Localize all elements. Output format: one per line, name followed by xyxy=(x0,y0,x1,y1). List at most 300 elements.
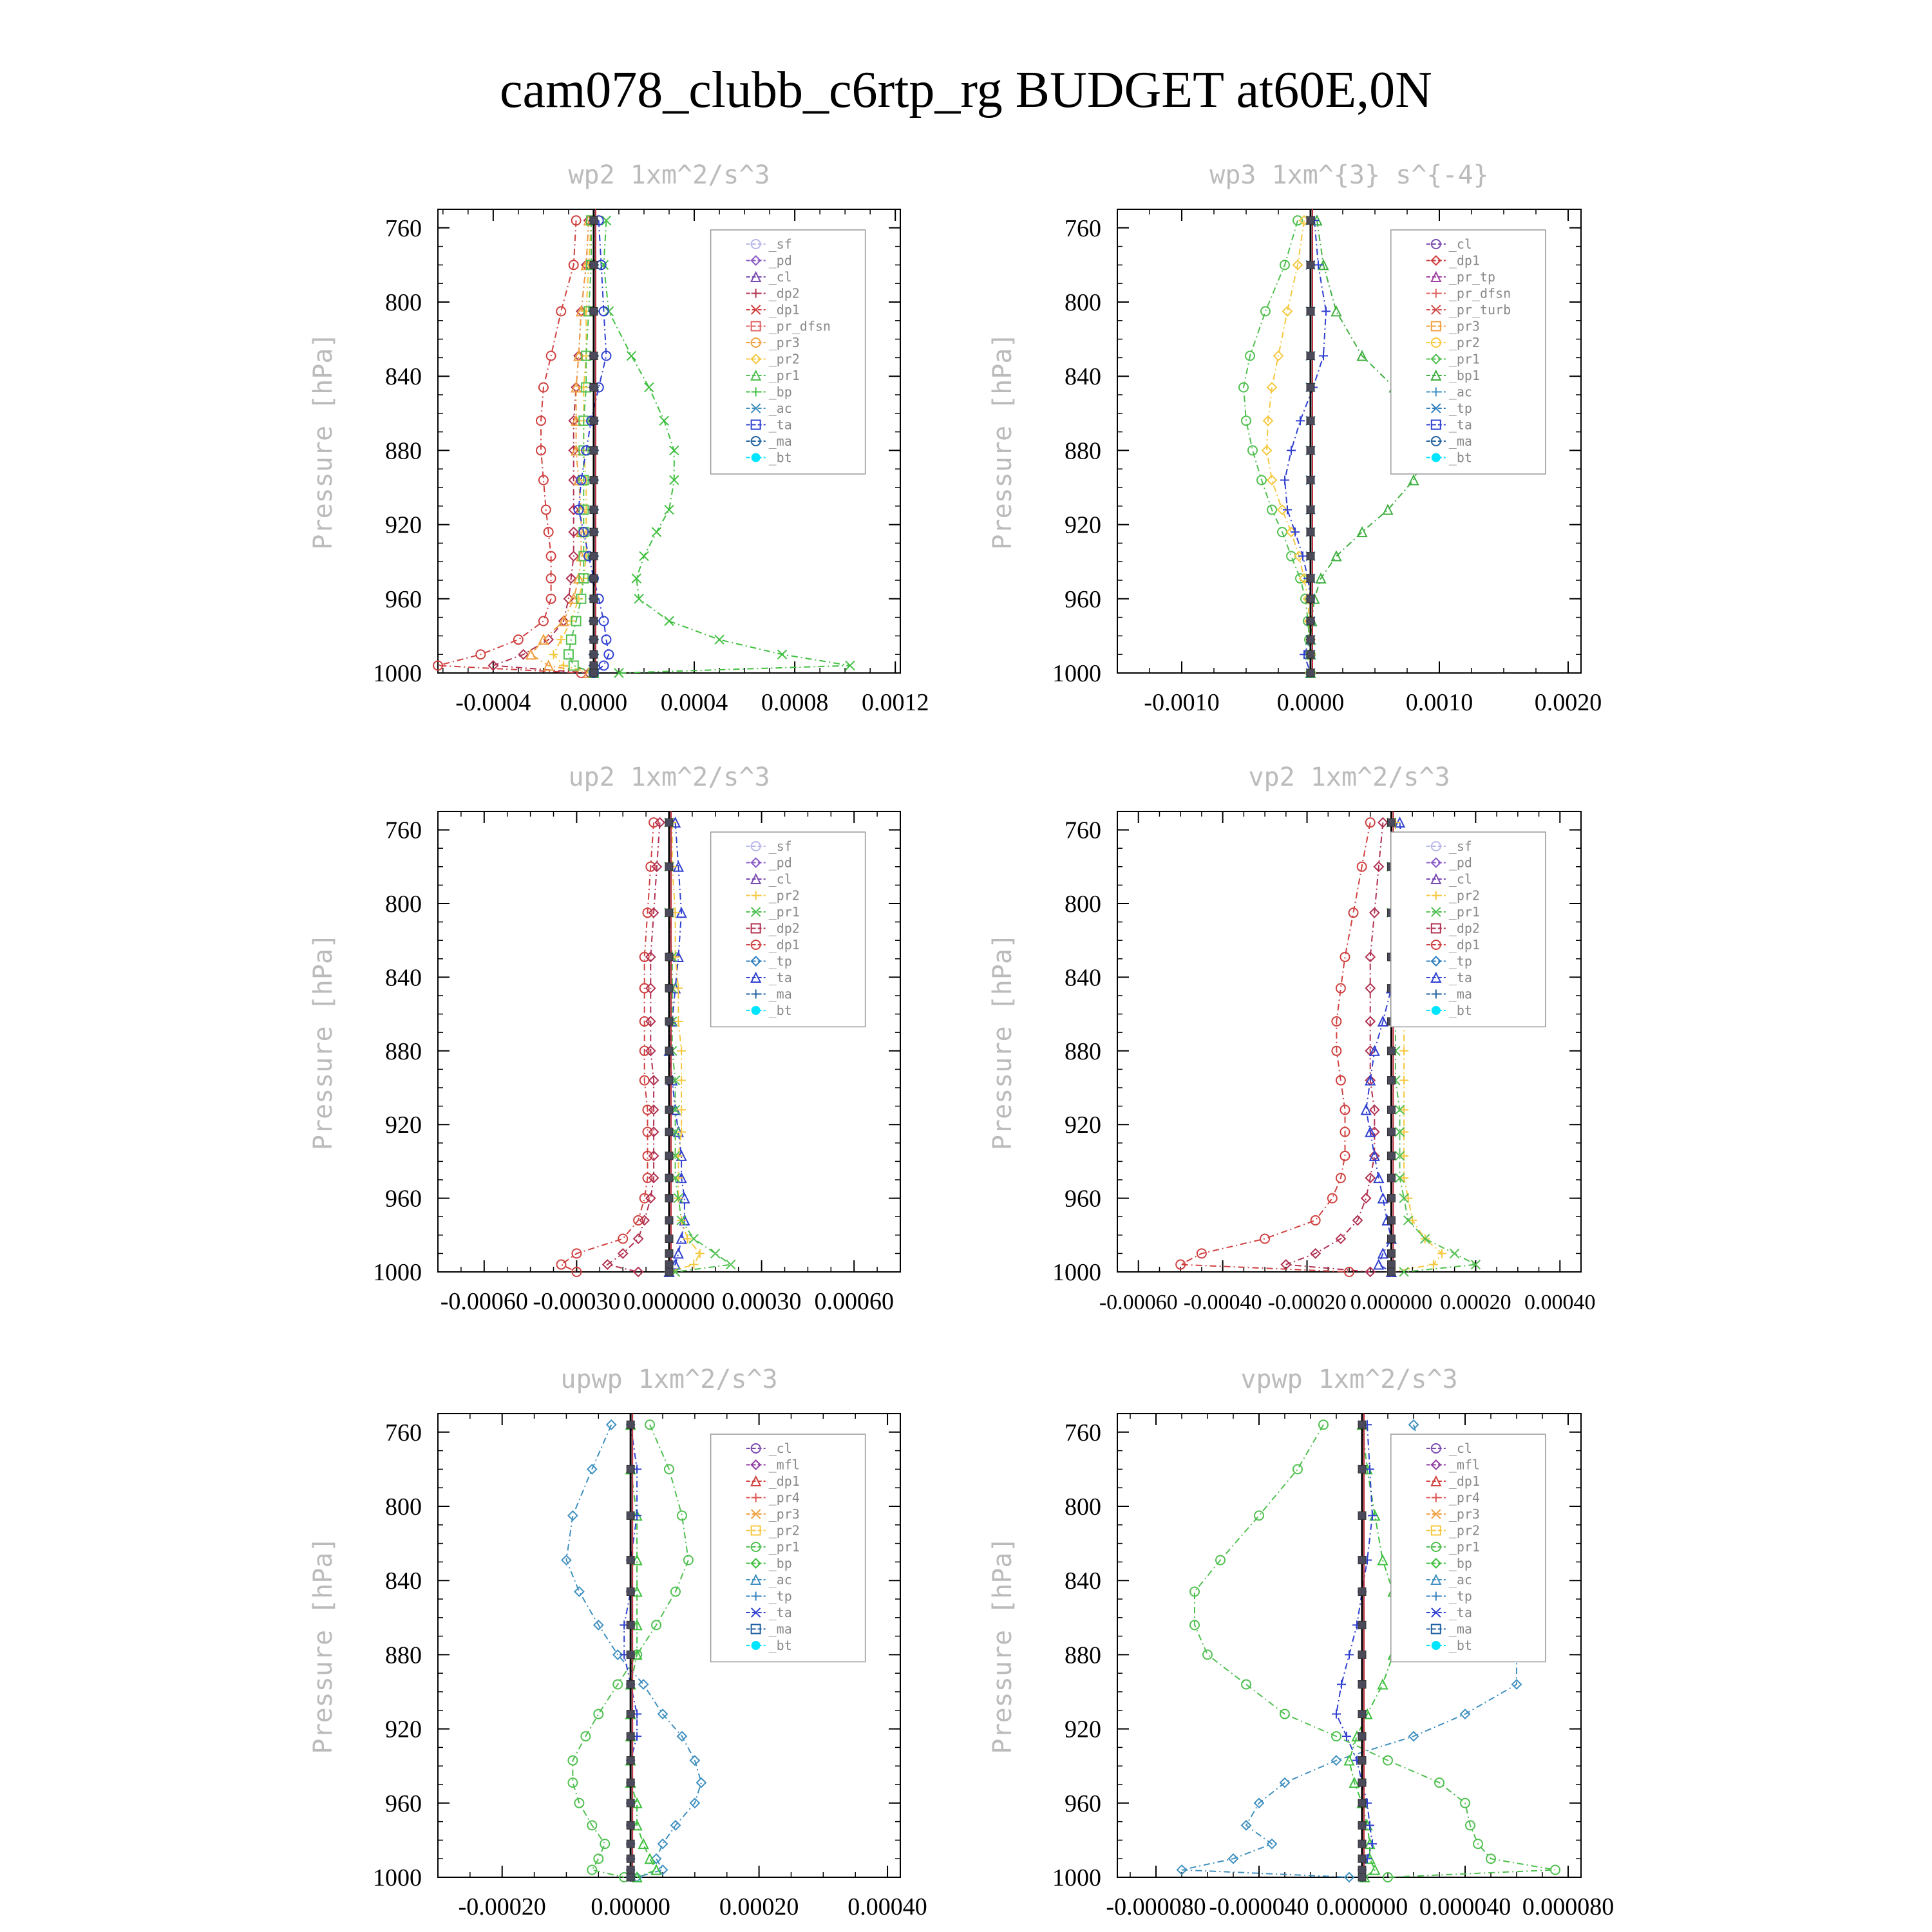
zero-marker xyxy=(1387,1152,1395,1160)
legend-label: _ta xyxy=(768,1605,792,1620)
y-tick-label: 920 xyxy=(385,511,422,539)
zero-marker xyxy=(1307,417,1314,424)
legend-label: _bt xyxy=(768,1003,792,1018)
zero-marker xyxy=(627,1866,634,1873)
legend-label: _ma xyxy=(1448,986,1472,1002)
zero-marker xyxy=(590,476,598,484)
data-point xyxy=(539,616,548,625)
legend-label: _pr_dfsn xyxy=(768,318,831,334)
zero-marker xyxy=(627,1710,634,1718)
data-point xyxy=(1429,1260,1438,1269)
zero-marker xyxy=(627,1421,634,1428)
zero-marker xyxy=(627,1557,634,1564)
legend-label: _dp1 xyxy=(1448,937,1480,952)
legend-label: _mfl xyxy=(768,1457,800,1473)
x-tick-label: -0.00060 xyxy=(1099,1291,1178,1314)
y-axis-label: Pressure [hPa] xyxy=(308,933,338,1151)
zero-marker xyxy=(1387,1249,1395,1257)
zero-marker xyxy=(1387,1174,1395,1182)
y-tick-label: 920 xyxy=(1065,1716,1101,1743)
zero-marker xyxy=(590,661,598,669)
zero-marker xyxy=(1358,1866,1366,1873)
data-point xyxy=(1409,475,1418,484)
data-point xyxy=(618,1235,627,1244)
legend-label: _tp xyxy=(1448,1588,1472,1604)
zero-marker xyxy=(665,1235,673,1243)
data-point xyxy=(652,1865,661,1874)
series-line xyxy=(1336,1425,1372,1877)
legend-label: _dp1 xyxy=(1448,252,1480,269)
data-point xyxy=(1319,352,1328,361)
data-point xyxy=(1328,1194,1337,1203)
x-tick-label: -0.00020 xyxy=(458,1893,546,1920)
data-point xyxy=(1255,1511,1264,1520)
legend-label: _ac xyxy=(768,1572,792,1587)
legend-label: _pd xyxy=(768,252,792,269)
zero-marker xyxy=(1358,1779,1366,1786)
legend-label: _sf xyxy=(768,236,792,252)
zero-marker xyxy=(665,1106,673,1113)
series-_dp2 xyxy=(603,818,664,1276)
data-point xyxy=(514,635,523,644)
data-point xyxy=(1378,1680,1387,1689)
zero-marker xyxy=(627,1587,634,1595)
data-point xyxy=(1345,1650,1354,1659)
legend-label: _dp1 xyxy=(768,937,800,952)
legend-label: _bt xyxy=(1448,450,1472,466)
data-point xyxy=(639,1839,648,1848)
legend-marker xyxy=(752,453,761,462)
data-point xyxy=(670,446,679,455)
data-point xyxy=(1319,1420,1328,1429)
legend-label: _dp1 xyxy=(768,1473,800,1489)
data-point xyxy=(1260,1235,1269,1244)
zero-marker xyxy=(627,1799,634,1807)
y-tick-label: 880 xyxy=(385,437,422,465)
data-point xyxy=(1203,1650,1212,1659)
zero-marker xyxy=(1307,669,1314,677)
zero-marker xyxy=(1358,1680,1366,1688)
data-point xyxy=(556,635,565,644)
y-tick-label: 840 xyxy=(385,1567,422,1595)
data-point xyxy=(1293,1464,1302,1473)
data-point xyxy=(594,1710,603,1719)
x-tick-label: 0.0000 xyxy=(1276,689,1345,716)
zero-marker xyxy=(590,595,598,603)
figure-title: cam078_clubb_c6rtp_rg BUDGET at60E,0N xyxy=(500,62,1432,118)
data-point xyxy=(1340,1151,1349,1160)
panel-title: vpwp 1xm^2/s^3 xyxy=(1240,1365,1458,1394)
legend-label: _bt xyxy=(768,1638,792,1653)
legend-label: _pr1 xyxy=(1448,904,1480,920)
panel-title: up2 1xm^2/s^3 xyxy=(568,762,770,792)
data-point xyxy=(1311,1216,1320,1225)
panel-upwp xyxy=(308,1365,927,1920)
legend-label: _ac xyxy=(1448,1572,1472,1587)
data-point xyxy=(645,1420,654,1429)
data-point xyxy=(652,527,661,536)
legend-label: _pr4 xyxy=(1448,1490,1480,1506)
data-point xyxy=(1337,1680,1346,1689)
legend-label: _ta xyxy=(1448,970,1472,985)
zero-marker xyxy=(1358,1757,1366,1765)
zero-marker xyxy=(665,1047,673,1055)
data-point xyxy=(1248,446,1257,455)
data-point xyxy=(1408,1216,1417,1225)
zero-marker xyxy=(1307,636,1314,643)
zero-marker xyxy=(1387,1077,1395,1084)
zero-marker xyxy=(590,669,598,677)
y-tick-label: 880 xyxy=(385,1642,422,1669)
zero-marker xyxy=(1307,574,1314,582)
zero-marker xyxy=(627,1465,634,1473)
legend-label: _ta xyxy=(1448,417,1472,433)
data-point xyxy=(639,552,649,561)
zero-marker xyxy=(665,1268,673,1276)
zero-marker xyxy=(1358,1621,1366,1629)
y-tick-label: 960 xyxy=(385,1185,422,1213)
y-tick-label: 960 xyxy=(1065,1185,1101,1213)
y-tick-label: 800 xyxy=(385,1493,422,1520)
y-tick-label: 920 xyxy=(385,1112,422,1139)
data-point xyxy=(1296,416,1305,425)
zero-marker xyxy=(1358,1651,1366,1658)
legend-label: _pr3 xyxy=(768,1506,800,1522)
y-tick-label: 840 xyxy=(1065,1567,1101,1595)
data-point xyxy=(1378,1556,1387,1565)
panel-vp2 xyxy=(988,762,1596,1314)
zero-marker xyxy=(627,1779,634,1786)
y-tick-label: 920 xyxy=(385,1716,422,1743)
legend-label: _ta xyxy=(768,417,792,433)
legend-label: _cl xyxy=(1448,1441,1472,1456)
zero-marker xyxy=(665,1217,673,1224)
zero-marker xyxy=(590,417,598,424)
legend-label: _pr_tp xyxy=(1448,269,1496,285)
zero-marker xyxy=(665,863,673,871)
legend-label: _ac xyxy=(1448,384,1472,400)
y-axis-label: Pressure [hPa] xyxy=(988,933,1018,1151)
legend-label: _pr_turb xyxy=(1448,302,1511,317)
panel-wp2 xyxy=(308,160,929,716)
series-line xyxy=(1267,220,1311,673)
zero-marker xyxy=(665,1018,673,1025)
zero-marker xyxy=(1387,1128,1395,1136)
data-point xyxy=(600,1839,609,1848)
series-line xyxy=(438,220,581,673)
zero-marker xyxy=(1387,1268,1395,1276)
legend-label: _tp xyxy=(768,953,792,969)
x-tick-label: 0.000000 xyxy=(623,1288,715,1315)
y-axis-label: Pressure [hPa] xyxy=(308,1537,338,1754)
y-tick-label: 760 xyxy=(385,817,422,844)
legend-label: _bt xyxy=(768,450,792,466)
legend-label: _cl xyxy=(768,269,792,285)
y-tick-label: 1000 xyxy=(1052,660,1101,687)
data-point xyxy=(778,650,787,659)
x-tick-label: 0.00060 xyxy=(814,1288,894,1315)
zero-marker xyxy=(665,1261,673,1269)
legend-label: _ac xyxy=(768,401,792,416)
data-point xyxy=(1361,1194,1370,1203)
legend-label: _dp2 xyxy=(768,920,800,936)
zero-marker xyxy=(665,1077,673,1084)
legend-label: _bp1 xyxy=(1448,368,1480,383)
series-_dp1 xyxy=(433,216,585,677)
legend-label: _pr_dfsn xyxy=(1448,285,1511,301)
y-tick-label: 1000 xyxy=(373,660,422,687)
data-point xyxy=(1399,1128,1408,1137)
y-tick-label: 1000 xyxy=(1052,1259,1101,1286)
zero-marker xyxy=(1358,1465,1366,1473)
data-point xyxy=(1399,1151,1408,1160)
legend-marker xyxy=(1432,453,1441,462)
legend-label: _bp xyxy=(768,1555,792,1571)
data-point xyxy=(677,1046,686,1056)
series-_dp1 xyxy=(556,818,658,1276)
legend-label: _pr3 xyxy=(1448,318,1480,334)
y-tick-label: 960 xyxy=(385,1790,422,1817)
legend-label: _cl xyxy=(1448,871,1472,887)
data-point xyxy=(556,307,565,316)
zero-marker xyxy=(590,650,598,658)
data-point xyxy=(1399,1046,1408,1056)
series-line xyxy=(1244,220,1311,673)
zero-marker xyxy=(590,307,598,315)
panel-up2 xyxy=(308,762,900,1315)
zero-marker xyxy=(1358,1587,1366,1595)
legend-label: _pr1 xyxy=(768,904,800,920)
zero-marker xyxy=(1387,819,1395,826)
y-tick-label: 880 xyxy=(1065,437,1101,465)
x-tick-label: 0.00020 xyxy=(1440,1291,1511,1314)
zero-marker xyxy=(665,1195,673,1202)
legend-label: _pr1 xyxy=(1448,351,1480,367)
zero-marker xyxy=(627,1680,634,1688)
x-tick-label: 0.0012 xyxy=(861,689,929,716)
data-point xyxy=(645,1854,654,1863)
y-tick-label: 920 xyxy=(1065,511,1101,539)
zero-marker xyxy=(590,636,598,643)
x-tick-label: -0.00060 xyxy=(440,1288,528,1315)
data-point xyxy=(1280,475,1289,484)
y-tick-label: 800 xyxy=(385,891,422,918)
zero-marker xyxy=(590,574,598,582)
zero-marker xyxy=(1387,1235,1395,1243)
y-tick-label: 960 xyxy=(1065,585,1101,613)
series-line xyxy=(1180,822,1370,1272)
y-tick-label: 840 xyxy=(1065,964,1101,992)
zero-marker xyxy=(1358,1855,1366,1862)
legend-label: _dp2 xyxy=(1448,920,1480,936)
legend-label: _pr3 xyxy=(1448,1506,1480,1522)
legend-label: _dp1 xyxy=(768,302,800,317)
x-tick-label: 0.0004 xyxy=(660,689,728,716)
zero-marker xyxy=(1358,1799,1366,1807)
legend-label: _cl xyxy=(1448,236,1472,252)
x-tick-label: 0.00040 xyxy=(848,1893,927,1920)
zero-marker xyxy=(1307,650,1314,658)
zero-marker xyxy=(1307,261,1314,269)
zero-marker xyxy=(1387,1261,1395,1269)
y-tick-label: 840 xyxy=(385,964,422,992)
zero-marker xyxy=(627,1821,634,1829)
legend-label: _ma xyxy=(768,986,792,1002)
data-point xyxy=(574,594,583,603)
data-point xyxy=(697,1778,706,1787)
data-point xyxy=(600,661,609,670)
legend-label: _pr2 xyxy=(1448,1522,1480,1539)
x-tick-label: -0.00040 xyxy=(1183,1291,1262,1314)
zero-marker xyxy=(1307,528,1314,536)
zero-marker xyxy=(1307,617,1314,625)
series-_ta xyxy=(1280,216,1331,677)
legend-marker xyxy=(752,1641,761,1650)
data-point xyxy=(634,1235,643,1244)
legend-label: _pr2 xyxy=(1448,887,1480,904)
zero-marker xyxy=(627,1621,634,1629)
data-point xyxy=(1404,1194,1413,1203)
x-tick-label: 0.0008 xyxy=(761,689,829,716)
zero-marker xyxy=(1307,383,1314,391)
data-point xyxy=(627,352,636,361)
data-point xyxy=(1321,307,1331,316)
panel-title: wp3 1xm^{3} s^{-4} xyxy=(1209,160,1489,190)
x-tick-label: -0.00030 xyxy=(533,1288,621,1315)
y-tick-label: 840 xyxy=(1065,363,1101,391)
legend-label: _dp2 xyxy=(768,285,800,301)
data-point xyxy=(645,383,654,392)
y-tick-label: 960 xyxy=(385,585,422,613)
zero-marker xyxy=(1307,446,1314,454)
zero-marker xyxy=(1387,1047,1395,1055)
data-point xyxy=(1293,216,1302,225)
y-tick-label: 840 xyxy=(385,363,422,391)
legend-label: _pr2 xyxy=(768,887,800,904)
zero-marker xyxy=(1387,1195,1395,1202)
data-point xyxy=(600,616,609,625)
x-tick-label: 0.0000 xyxy=(560,689,628,716)
zero-marker xyxy=(627,1840,634,1848)
zero-marker xyxy=(590,261,598,269)
zero-marker xyxy=(1307,352,1314,360)
legend-marker xyxy=(1432,1006,1441,1015)
y-axis-label: Pressure [hPa] xyxy=(308,332,338,550)
zero-marker xyxy=(665,909,673,916)
panel-title: vp2 1xm^2/s^3 xyxy=(1248,762,1450,792)
x-tick-label: 0.0020 xyxy=(1534,689,1602,716)
zero-marker xyxy=(1307,216,1314,224)
legend-label: _ma xyxy=(1448,433,1472,449)
zero-marker xyxy=(1358,1557,1366,1564)
zero-marker xyxy=(627,1732,634,1740)
data-point xyxy=(696,1249,705,1258)
legend-label: _cl xyxy=(768,1441,792,1456)
x-tick-label: 0.00000 xyxy=(591,1893,670,1920)
y-axis-label: Pressure [hPa] xyxy=(988,1537,1018,1754)
y-tick-label: 760 xyxy=(1065,1419,1101,1446)
zero-marker xyxy=(1387,1106,1395,1113)
data-point xyxy=(1342,1732,1351,1741)
zero-marker xyxy=(1358,1421,1366,1428)
y-tick-label: 880 xyxy=(1065,1642,1101,1669)
panel-title: wp2 1xm^2/s^3 xyxy=(568,160,770,190)
zero-marker xyxy=(1307,307,1314,315)
legend-label: _ma xyxy=(768,1621,792,1637)
y-tick-label: 1000 xyxy=(373,1259,422,1286)
y-tick-label: 1000 xyxy=(1052,1864,1101,1891)
zero-marker xyxy=(627,1651,634,1658)
zero-marker xyxy=(1358,1840,1366,1848)
zero-marker xyxy=(665,953,673,961)
y-axis-label: Pressure [hPa] xyxy=(988,332,1018,550)
legend-label: _bt xyxy=(1448,1638,1472,1653)
data-point xyxy=(659,416,668,425)
zero-marker xyxy=(590,383,598,391)
zero-marker xyxy=(1358,1821,1366,1829)
x-tick-label: -0.0010 xyxy=(1144,689,1220,716)
zero-marker xyxy=(665,1152,673,1160)
zero-marker xyxy=(590,216,598,224)
y-tick-label: 760 xyxy=(1065,214,1101,242)
y-tick-label: 880 xyxy=(385,1037,422,1065)
y-tick-label: 760 xyxy=(385,214,422,242)
legend-label: _pr1 xyxy=(768,368,800,383)
y-tick-label: 920 xyxy=(1065,1112,1101,1139)
legend-label: _sf xyxy=(768,838,792,854)
data-point xyxy=(1450,1249,1459,1258)
zero-marker xyxy=(590,506,598,514)
series-_ta xyxy=(1332,1420,1377,1882)
series-_dp1 xyxy=(1176,818,1375,1276)
series-line xyxy=(562,822,654,1272)
data-point xyxy=(711,1249,720,1258)
zero-marker xyxy=(665,1249,673,1257)
legend-label: _pd xyxy=(768,855,792,871)
x-tick-label: 0.000040 xyxy=(1419,1893,1511,1920)
legend-label: _pr2 xyxy=(1448,335,1480,350)
legend-label: _pr3 xyxy=(768,335,800,350)
y-tick-label: 800 xyxy=(1065,891,1101,918)
zero-marker xyxy=(665,819,673,826)
legend-label: _ma xyxy=(1448,1621,1472,1637)
legend-label: _pr4 xyxy=(768,1490,800,1506)
x-tick-label: -0.000040 xyxy=(1209,1893,1309,1920)
legend-marker xyxy=(752,1006,761,1015)
x-tick-label: 0.0010 xyxy=(1405,689,1473,716)
zero-marker xyxy=(590,352,598,360)
panel-wp3 xyxy=(988,160,1602,716)
zero-marker xyxy=(665,1174,673,1182)
zero-marker xyxy=(665,985,673,992)
y-tick-label: 760 xyxy=(1065,817,1101,844)
legend-marker xyxy=(1432,1641,1441,1650)
zero-marker xyxy=(1307,476,1314,484)
zero-marker xyxy=(1358,1710,1366,1718)
data-point xyxy=(715,635,724,644)
zero-marker xyxy=(1307,506,1314,514)
data-point xyxy=(1374,1260,1383,1269)
data-point xyxy=(689,1260,698,1269)
zero-marker xyxy=(627,1511,634,1519)
x-tick-label: 0.00040 xyxy=(1524,1291,1596,1314)
zero-marker xyxy=(627,1757,634,1765)
legend-label: _pr2 xyxy=(768,351,800,367)
y-tick-label: 760 xyxy=(385,1419,422,1446)
data-point xyxy=(665,616,674,625)
data-point xyxy=(658,1839,667,1848)
y-tick-label: 800 xyxy=(1065,1493,1101,1520)
